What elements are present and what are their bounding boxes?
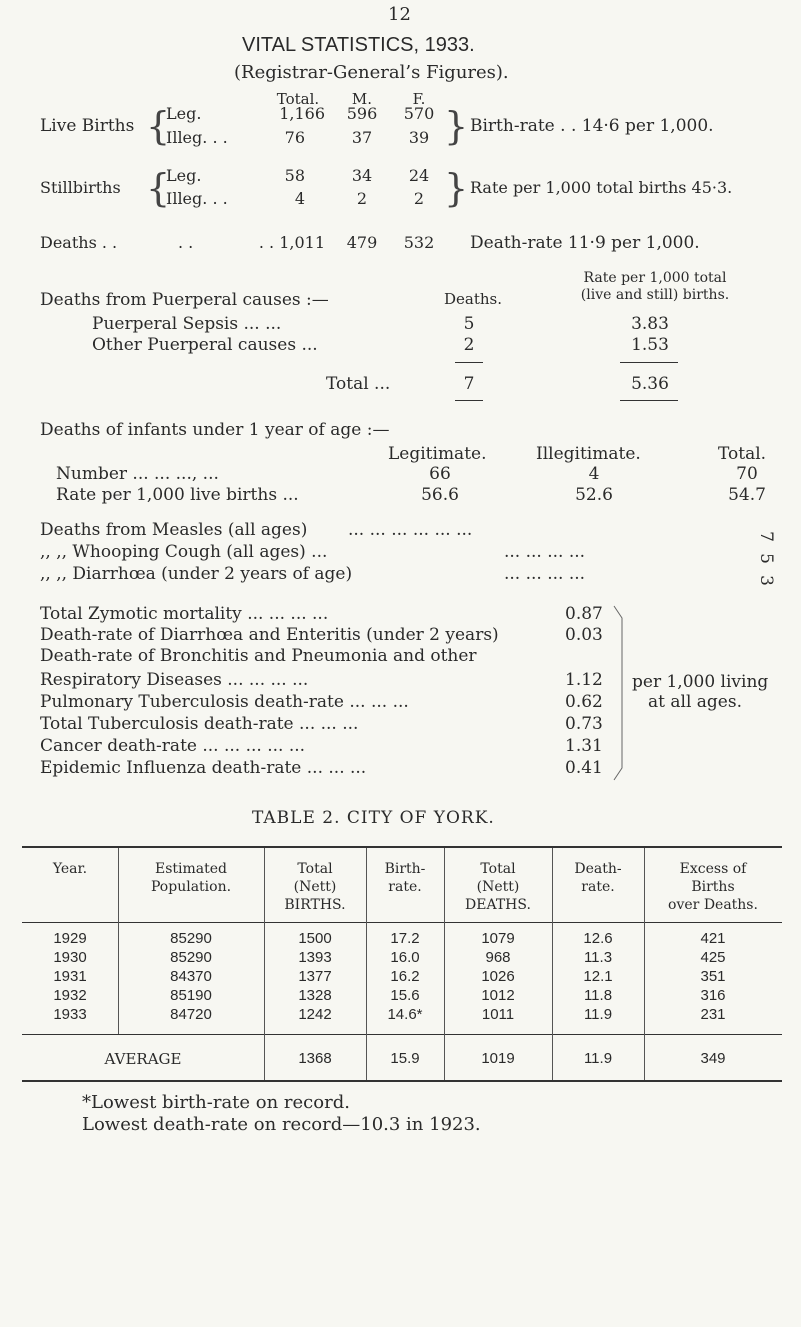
mortality-value: 0.03 <box>565 625 603 645</box>
leg-label: Leg. <box>166 104 202 123</box>
cause-label: Deaths from Measles (all ages) <box>40 520 308 540</box>
cell-birth-rate: 17.2 <box>390 930 420 947</box>
cell-death-rate: 11.9 <box>583 1006 613 1023</box>
mortality-value: 0.41 <box>565 758 603 778</box>
divider <box>620 400 678 401</box>
footnote-2: Lowest death-rate on record—10.3 in 1923. <box>82 1114 481 1135</box>
header-population: Estimated Population. <box>150 861 232 895</box>
live-illeg-m: 37 <box>351 128 373 147</box>
table-top-rule <box>22 846 782 848</box>
cell-births: 1393 <box>298 949 332 966</box>
cell-birth-rate: 14.6* <box>387 1006 423 1023</box>
deaths-total: . . 1,011 <box>258 233 325 252</box>
mortality-value: 1.12 <box>565 670 603 690</box>
cell-deaths: 1011 <box>481 1006 515 1023</box>
cell-births: 1377 <box>298 968 332 985</box>
cause-label: ,, ,, Whooping Cough (all ages) ... <box>40 542 328 562</box>
divider <box>455 400 483 401</box>
puerperal-row-deaths: 2 <box>463 335 475 355</box>
cell-deaths: 1012 <box>481 987 515 1004</box>
illegitimate-header: Illegitimate. <box>536 444 641 464</box>
still-illeg-total: 4 <box>294 189 305 208</box>
deaths-col-header: Deaths. <box>444 290 503 308</box>
deaths-f: 532 <box>403 233 435 252</box>
cell-excess: 351 <box>700 968 726 985</box>
number-total: 70 <box>736 464 758 484</box>
cell-births: 1242 <box>298 1006 332 1023</box>
deaths-m: 479 <box>346 233 378 252</box>
puerperal-row-label: Other Puerperal causes ... <box>92 335 318 355</box>
cell-death-rate: 11.3 <box>583 949 613 966</box>
cell-population: 85190 <box>170 987 212 1004</box>
average-birth-rate: 15.9 <box>390 1050 420 1067</box>
still-leg-f: 24 <box>408 166 430 185</box>
cell-births: 1500 <box>298 930 332 947</box>
cell-year: 1930 <box>53 949 87 966</box>
cell-year: 1932 <box>53 987 87 1004</box>
page-title: VITAL STATISTICS, 1933. <box>242 34 475 56</box>
cell-excess: 421 <box>700 930 726 947</box>
live-leg-f: 570 <box>403 104 435 123</box>
rate-legitimate: 56.6 <box>421 485 459 505</box>
birth-rate-text: Birth-rate . . 14·6 per 1,000. <box>470 116 714 136</box>
puerperal-row-deaths: 5 <box>463 314 475 334</box>
cell-deaths: 968 <box>485 949 511 966</box>
cell-population: 85290 <box>170 930 212 947</box>
cause-value: 3 <box>756 575 776 586</box>
mortality-value: 1.31 <box>565 736 603 756</box>
deaths-label: Deaths . . <box>40 233 118 252</box>
cause-value: 7 <box>756 531 776 542</box>
still-illeg-m: 2 <box>356 189 368 208</box>
cell-population: 84720 <box>170 1006 212 1023</box>
brace-icon: { <box>146 166 171 210</box>
average-deaths: 1019 <box>481 1050 515 1067</box>
average-label: AVERAGE <box>104 1050 182 1068</box>
still-leg-total: 58 <box>284 166 305 185</box>
mortality-label: Total Zymotic mortality ... ... ... ... <box>40 604 329 624</box>
puerperal-total-rate: 5.36 <box>631 374 669 394</box>
infants-heading: Deaths of infants under 1 year of age :— <box>40 420 390 440</box>
deaths-dots: . . <box>178 233 194 252</box>
col-f-header: F. <box>412 90 426 108</box>
divider <box>620 362 678 363</box>
illeg-label: Illeg. . . <box>166 189 228 208</box>
table-bottom-rule <box>22 1080 782 1082</box>
mortality-value: 0.62 <box>565 692 603 712</box>
cell-births: 1328 <box>298 987 332 1004</box>
still-illeg-f: 2 <box>413 189 425 208</box>
live-illeg-total: 76 <box>284 128 305 147</box>
divider <box>455 362 483 363</box>
number-illegitimate: 4 <box>588 464 600 484</box>
cell-year: 1931 <box>53 968 87 985</box>
live-illeg-f: 39 <box>408 128 430 147</box>
cell-year: 1929 <box>53 930 87 947</box>
illeg-label: Illeg. . . <box>166 128 228 147</box>
still-rate-text: Rate per 1,000 total births 45·3. <box>470 178 733 197</box>
table2-title: TABLE 2. CITY OF YORK. <box>252 808 495 828</box>
live-leg-total: 1,166 <box>279 104 325 123</box>
brace-icon: { <box>146 104 171 148</box>
puerperal-heading: Deaths from Puerperal causes :— <box>40 290 329 310</box>
cause-value: 5 <box>756 553 776 564</box>
number-label: Number ... ... ..., ... <box>56 464 219 484</box>
header-death-rate: Death- rate. <box>574 861 622 895</box>
mortality-label: Total Tuberculosis death-rate ... ... ... <box>40 714 359 734</box>
bracket-icon <box>612 604 632 782</box>
right-brace-icon: } <box>444 104 469 148</box>
mortality-note-line2: at all ages. <box>648 692 742 712</box>
cell-population: 85290 <box>170 949 212 966</box>
cause-dots: ... ... ... ... ... ... <box>348 520 473 540</box>
cell-population: 84370 <box>170 968 212 985</box>
cell-birth-rate: 16.2 <box>390 968 420 985</box>
cell-birth-rate: 16.0 <box>390 949 420 966</box>
leg-label: Leg. <box>166 166 202 185</box>
header-excess: Excess of Births over Deaths. <box>668 861 758 913</box>
rate-total: 54.7 <box>728 485 766 505</box>
cell-death-rate: 11.8 <box>583 987 613 1004</box>
cause-dots: ... ... ... ... <box>504 564 586 584</box>
footnote-1: *Lowest birth-rate on record. <box>82 1092 350 1113</box>
rate-illegitimate: 52.6 <box>575 485 613 505</box>
still-leg-m: 34 <box>351 166 373 185</box>
page-subtitle: (Registrar-General’s Figures). <box>234 62 509 83</box>
cell-excess: 316 <box>700 987 726 1004</box>
cell-deaths: 1026 <box>481 968 515 985</box>
legitimate-header: Legitimate. <box>388 444 487 464</box>
mortality-label: Pulmonary Tuberculosis death-rate ... ... ... <box>40 692 409 712</box>
right-brace-icon: } <box>444 166 469 210</box>
header-birth-rate: Birth- rate. <box>384 861 426 895</box>
table-header-rule <box>22 922 782 923</box>
page-number: 12 <box>388 4 411 25</box>
stillbirths-label: Stillbirths <box>40 178 121 197</box>
puerperal-row-rate: 3.83 <box>631 314 669 334</box>
puerperal-total-label: Total ... <box>326 374 391 394</box>
mortality-label: Respiratory Diseases ... ... ... ... <box>40 670 309 690</box>
cell-excess: 425 <box>700 949 726 966</box>
table-body-rule <box>22 1034 782 1035</box>
mortality-label: Death-rate of Bronchitis and Pneumonia and other <box>40 646 477 666</box>
puerperal-row-rate: 1.53 <box>631 335 669 355</box>
rate-header-line1: Rate per 1,000 total <box>583 270 727 286</box>
cell-death-rate: 12.1 <box>583 968 613 985</box>
number-legitimate: 66 <box>429 464 451 484</box>
puerperal-total-deaths: 7 <box>463 374 475 394</box>
death-rate-text: Death-rate 11·9 per 1,000. <box>470 233 700 253</box>
average-births: 1368 <box>298 1050 332 1067</box>
mortality-label: Epidemic Influenza death-rate ... ... ... <box>40 758 367 778</box>
average-death-rate: 11.9 <box>583 1050 613 1067</box>
mortality-note-line1: per 1,000 living <box>632 672 769 692</box>
cell-excess: 231 <box>700 1006 726 1023</box>
rate-label: Rate per 1,000 live births ... <box>56 485 299 505</box>
rate-header-line2: (live and still) births. <box>580 287 730 303</box>
cell-deaths: 1079 <box>481 930 515 947</box>
cause-label: ,, ,, Diarrhœa (under 2 years of age) <box>40 564 353 584</box>
cell-birth-rate: 15.6 <box>390 987 420 1004</box>
col-m-header: M. <box>351 90 373 108</box>
cell-year: 1933 <box>53 1006 87 1023</box>
cause-dots: ... ... ... ... <box>504 542 586 562</box>
puerperal-row-label: Puerperal Sepsis ... ... <box>92 314 282 334</box>
header-year: Year. <box>52 861 88 877</box>
mortality-label: Cancer death-rate ... ... ... ... ... <box>40 736 306 756</box>
mortality-label: Death-rate of Diarrhœa and Enteritis (under 2 years) <box>40 625 499 645</box>
average-excess: 349 <box>700 1050 726 1067</box>
header-deaths: Total (Nett) DEATHS. <box>465 861 531 913</box>
col-total-header: Total. <box>276 90 320 108</box>
header-births: Total (Nett) BIRTHS. <box>284 861 346 913</box>
live-births-label: Live Births <box>40 116 135 136</box>
cell-death-rate: 12.6 <box>583 930 613 947</box>
total-header: Total. <box>718 444 767 464</box>
mortality-value: 0.87 <box>565 604 603 624</box>
mortality-value: 0.73 <box>565 714 603 734</box>
live-leg-m: 596 <box>346 104 378 123</box>
